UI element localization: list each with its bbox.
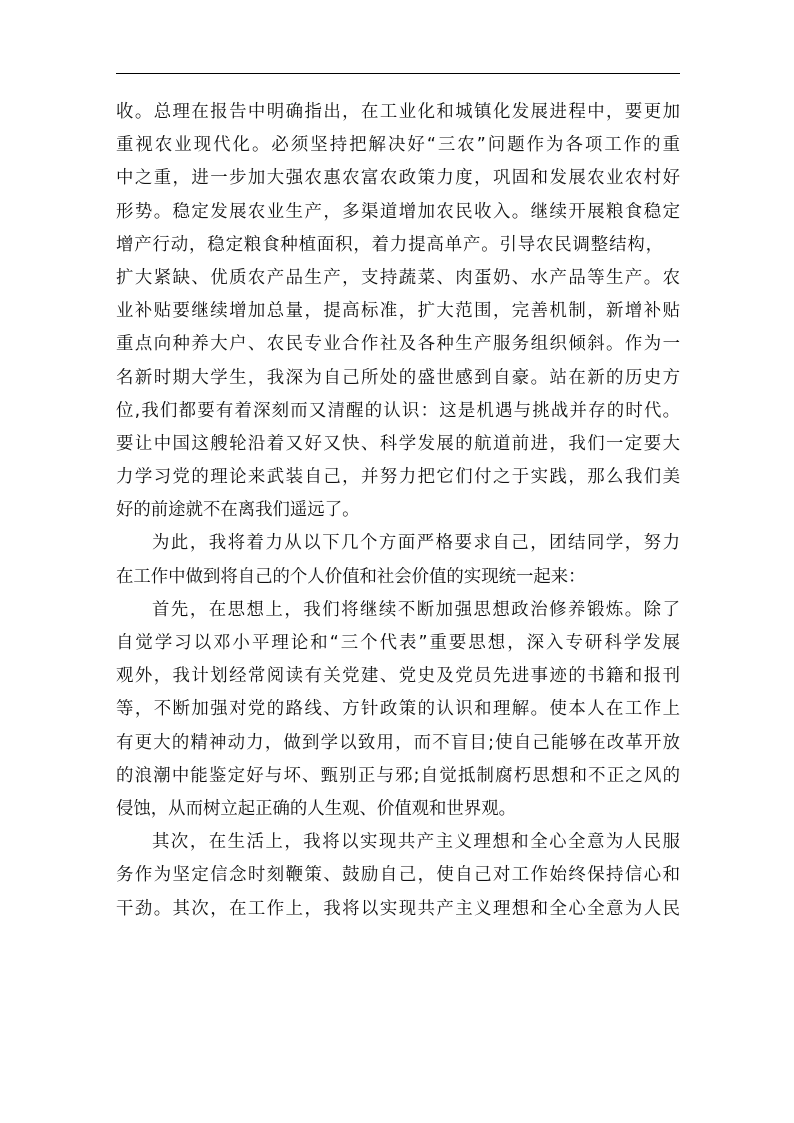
text-line: 业补贴要继续增加总量，提高标准，扩大范围，完善机制，新增补贴	[116, 301, 680, 322]
text-line: 务作为坚定信念时刻鞭策、鼓励自己，使自己对工作始终保持信心和	[116, 865, 680, 886]
text-line: 名新时期大学生，我深为自己所处的盛世感到自豪。站在新的历史方	[116, 367, 680, 388]
text-line: 好的前途就不在离我们遥远了。	[116, 500, 360, 521]
text-line: 位,我们都要有着深刻而又清醒的认识：这是机遇与挑战并存的时代。	[116, 400, 680, 421]
text-line: 有更大的精神动力，做到学以致用，而不盲目;使自己能够在改革开放	[116, 732, 680, 753]
text-line: 力学习党的理论来武装自己，并努力把它们付之于实践，那么我们美	[116, 467, 680, 488]
text-line: 自觉学习以邓小平理论和“三个代表”重要思想，深入专研科学发展	[116, 633, 680, 653]
text-line: 的浪潮中能鉴定好与坏、甄别正与邪;自觉抵制腐朽思想和不正之风的	[116, 765, 680, 786]
text-line: 中之重，进一步加大强农惠农富农政策力度，巩固和发展农业农村好	[116, 168, 680, 189]
text-line: 侵蚀，从而树立起正确的人生观、价值观和世界观。	[116, 798, 516, 819]
text-line: 为此，我将着力从以下几个方面严格要求自己，团结同学，努力	[152, 533, 680, 554]
text-line: 在工作中做到将自己的个人价值和社会价值的实现统一起来：	[116, 566, 586, 587]
text-line: 等，不断加强对党的路线、方针政策的认识和理解。使本人在工作上	[116, 699, 680, 720]
header-rule	[116, 73, 680, 74]
text-line: 形势。稳定发展农业生产，多渠道增加农民收入。继续开展粮食稳定	[116, 201, 680, 222]
paragraph-2	[116, 527, 680, 593]
text-line: 收。总理在报告中明确指出，在工业化和城镇化发展进程中，要更加	[116, 102, 680, 122]
paragraph-4	[116, 826, 680, 926]
paragraph-1	[116, 96, 680, 527]
text-line: 观外，我计划经常阅读有关党建、党史及党员先进事迹的书籍和报刊	[116, 666, 680, 687]
text-line: 重视农业现代化。必须坚持把解决好“三农”问题作为各项工作的重	[116, 135, 680, 156]
text-line: 扩大紧缺、优质农产品生产，支持蔬菜、肉蛋奶、水产品等生产。农	[116, 267, 680, 288]
text-line: 首先，在思想上，我们将继续不断加强思想政治修养锻炼。除了	[152, 599, 680, 620]
text-line: 增产行动，稳定粮食种植面积，着力提高单产。引导农民调整结构，	[116, 234, 663, 255]
text-line: 干劲。其次，在工作上，我将以实现共产主义理想和全心全意为人民	[116, 898, 680, 919]
document-body	[116, 96, 680, 926]
text-line: 其次，在生活上，我将以实现共产主义理想和全心全意为人民服	[152, 832, 680, 853]
text-line: 要让中国这艘轮沿着又好又快、科学发展的航道前进，我们一定要大	[116, 433, 680, 454]
paragraph-3	[116, 594, 680, 826]
text-line: 重点向种养大户、农民专业合作社及各种生产服务组织倾斜。作为一	[116, 334, 680, 355]
